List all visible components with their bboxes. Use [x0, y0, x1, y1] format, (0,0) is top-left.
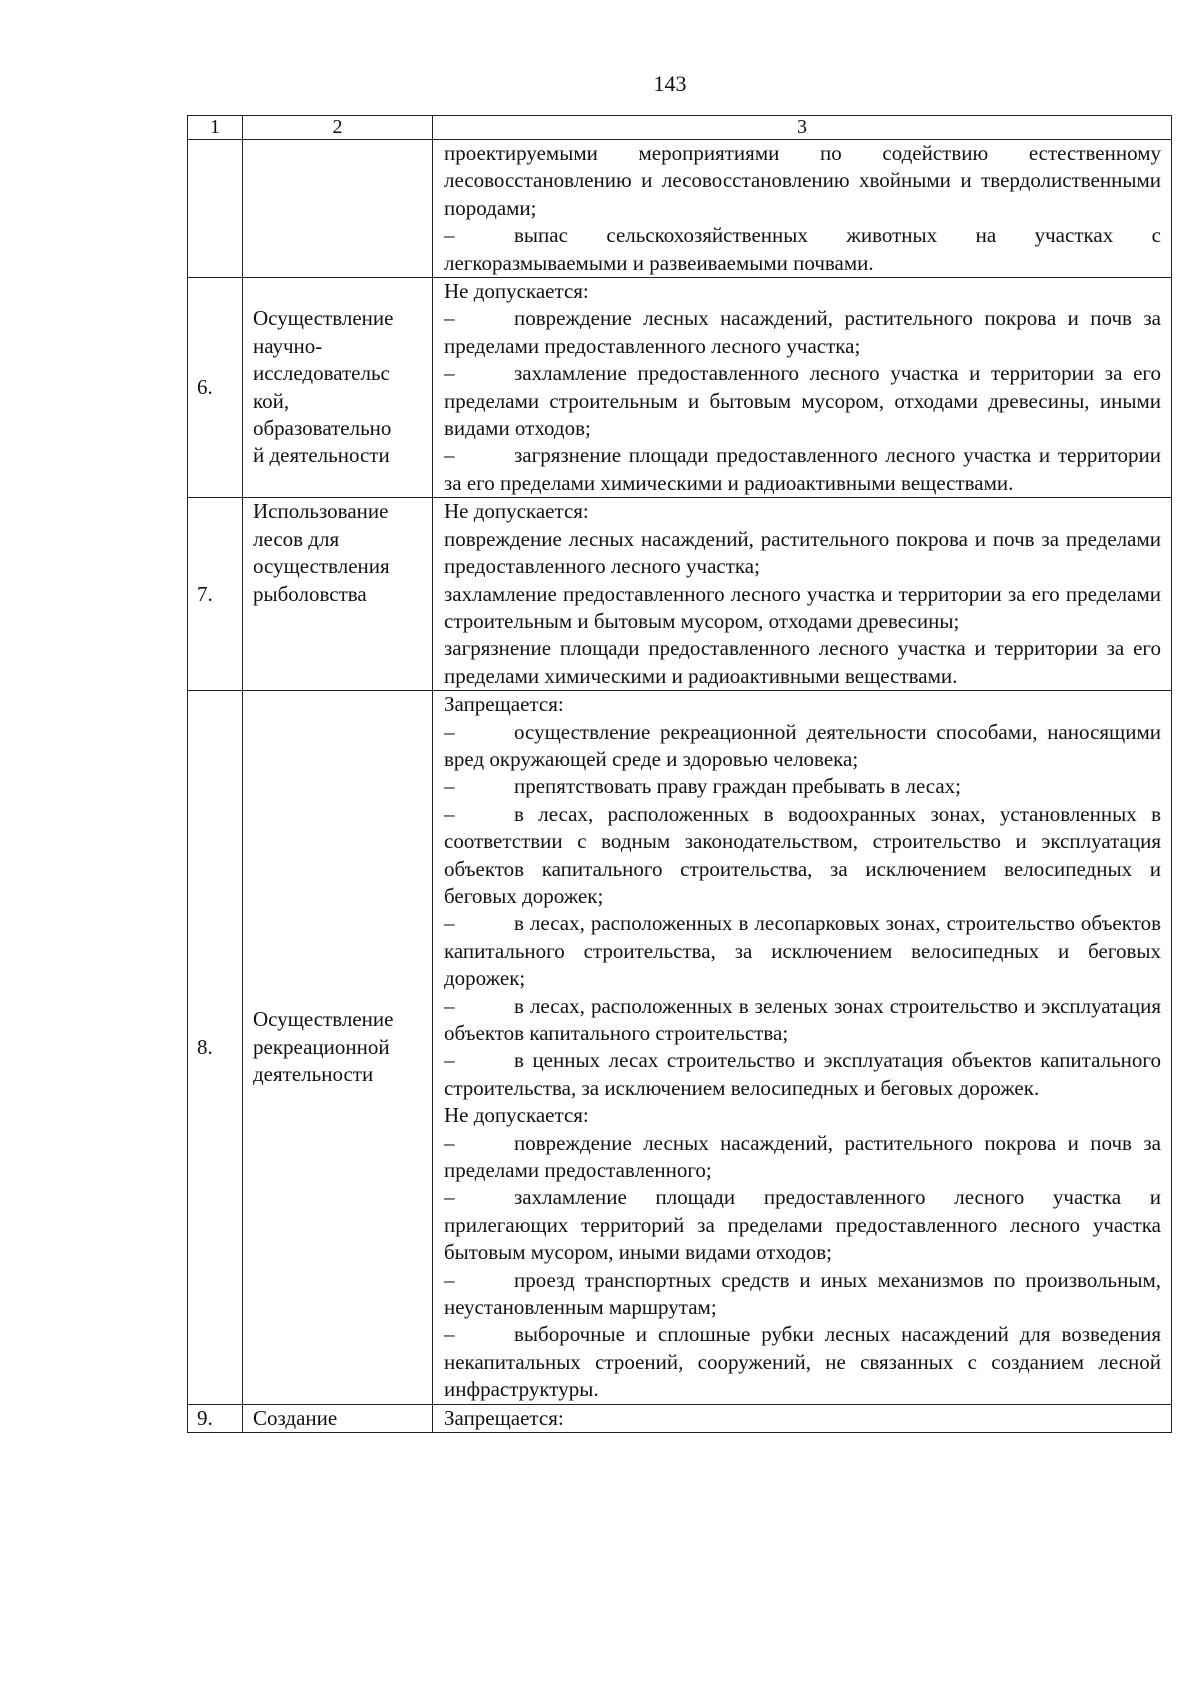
table-row — [188, 691, 1172, 1405]
dash-marker: – — [444, 1185, 455, 1210]
restriction-item: – в ценных лесах строительство и эксплуатация объектов капитального строительства, за исключением велосипедных и беговых дорожек. — [444, 1048, 1161, 1100]
activity-type-cell: Осуществление научно- исследовательс кой, образовательно й деятельности — [243, 278, 433, 498]
restriction-item: – выборочные и сплошные рубки лесных насаждений для возведения некапитальных строений, сооружений, не связанных с созданием лесной инфраструктуры. — [444, 1322, 1161, 1402]
activity-type-cell: Осуществление рекреационной деятельности — [243, 691, 433, 1405]
dash-marker: – — [444, 801, 455, 826]
column-header-3: 3 — [433, 116, 1172, 140]
restriction-item: – осуществление рекреационной деятельности способами, наносящими вред окружающей среде и здоровью человека; — [444, 719, 1161, 771]
column-header-1: 1 — [188, 116, 243, 140]
restriction-item: захламление предоставленного лесного участка и территории за его пределами строительным и бытовым мусором, отходами древесины; — [444, 581, 1161, 633]
restriction-item: – в лесах, расположенных в зеленых зонах строительство и эксплуатация объектов капитального строительства; — [444, 993, 1161, 1045]
restriction-item: – повреждение лесных насаждений, растительного покрова и почв за пределами предоставленного лесного участка; — [444, 306, 1161, 358]
table-row — [188, 1404, 1172, 1432]
dash-marker: – — [444, 306, 455, 331]
dash-marker: – — [444, 774, 455, 799]
dash-marker: – — [444, 223, 455, 248]
restriction-item: загрязнение площади предоставленного лесного участка и территории за его пределами химическими и радиоактивными веществами. — [444, 636, 1161, 688]
row-number-cell: 9. — [188, 1404, 243, 1432]
restriction-heading: Не допускается: — [444, 499, 589, 524]
restriction-item: – загрязнение площади предоставленного лесного участка и территории за его пределами химическими и радиоактивными веществами. — [444, 443, 1161, 495]
dash-marker: – — [444, 443, 455, 468]
restriction-item: – захламление площади предоставленного лесного участка и прилегающих территорий за пределами предоставленного лесного участка бытовым мусором, иными видами отходов; — [444, 1185, 1161, 1265]
restriction-heading: Запрещается: — [444, 1405, 564, 1430]
row-number-cell: 8. — [188, 691, 243, 1405]
row-number-cell — [188, 140, 243, 278]
restriction-item: – повреждение лесных насаждений, растительного покрова и почв за пределами предоставленного; — [444, 1130, 1161, 1183]
restriction-heading: Не допускается: — [444, 279, 589, 304]
activity-type-cell: Использование лесов для осуществления рыболовства — [243, 498, 433, 691]
restriction-item: повреждение лесных насаждений, растительного покрова и почв за пределами предоставленного лесного участка; — [444, 526, 1161, 579]
table-row — [188, 498, 1172, 691]
restriction-text: проектируемыми мероприятиями по содействию естественному лесовосстановлению и лесовосстановлению хвойными и твердолиственными породами; — [444, 141, 1161, 220]
restriction-item: – препятствовать праву граждан пребывать в лесах; — [444, 773, 1161, 800]
restriction-item: – в лесах, расположенных в лесопарковых зонах, строительство объектов капитального строительства, за исключением велосипедных и беговых дорожек; — [444, 911, 1161, 991]
restriction-item: – в лесах, расположенных в водоохранных зонах, установленных в соответствии с водным законодательством, строительство и эксплуатация объектов капитального строительства, за исключением велосипедных и беговых дорожек; — [444, 801, 1161, 908]
restrictions-cell — [433, 140, 1172, 278]
page-number: 143 — [653, 71, 687, 96]
dash-marker: – — [444, 1322, 455, 1347]
restriction-item: – захламление предоставленного лесного участка и территории за его пределами строительным и бытовым мусором, отходами древесины, иными видами отходов; — [444, 361, 1161, 441]
dash-marker: – — [444, 911, 455, 936]
dash-marker: – — [444, 361, 455, 386]
row-number-cell: 6. — [188, 278, 243, 498]
restrictions-cell — [433, 498, 1172, 691]
dash-marker: – — [444, 1267, 455, 1292]
restrictions-cell — [433, 278, 1172, 498]
regulations-table — [187, 115, 1172, 1433]
dash-marker: – — [444, 719, 455, 744]
activity-type-cell: Создание — [243, 1404, 433, 1432]
restriction-heading: Запрещается: — [444, 692, 564, 717]
dash-marker: – — [444, 993, 455, 1018]
restrictions-cell — [433, 691, 1172, 1405]
row-number-cell: 7. — [188, 498, 243, 691]
column-header-2: 2 — [243, 116, 433, 140]
restriction-item: – проезд транспортных средств и иных механизмов по произвольным, неустановленным маршрутам; — [444, 1267, 1161, 1320]
activity-type-cell — [243, 140, 433, 278]
table-header-row — [188, 116, 1172, 140]
table-row — [188, 278, 1172, 498]
restrictions-cell — [433, 1404, 1172, 1432]
restriction-heading: Не допускается: — [444, 1103, 589, 1128]
table-row — [188, 140, 1172, 278]
dash-marker: – — [444, 1048, 455, 1073]
restriction-item: – выпас сельскохозяйственных животных на участках с легкоразмываемыми и развеиваемыми почвами. — [444, 223, 1161, 275]
dash-marker: – — [444, 1130, 455, 1155]
